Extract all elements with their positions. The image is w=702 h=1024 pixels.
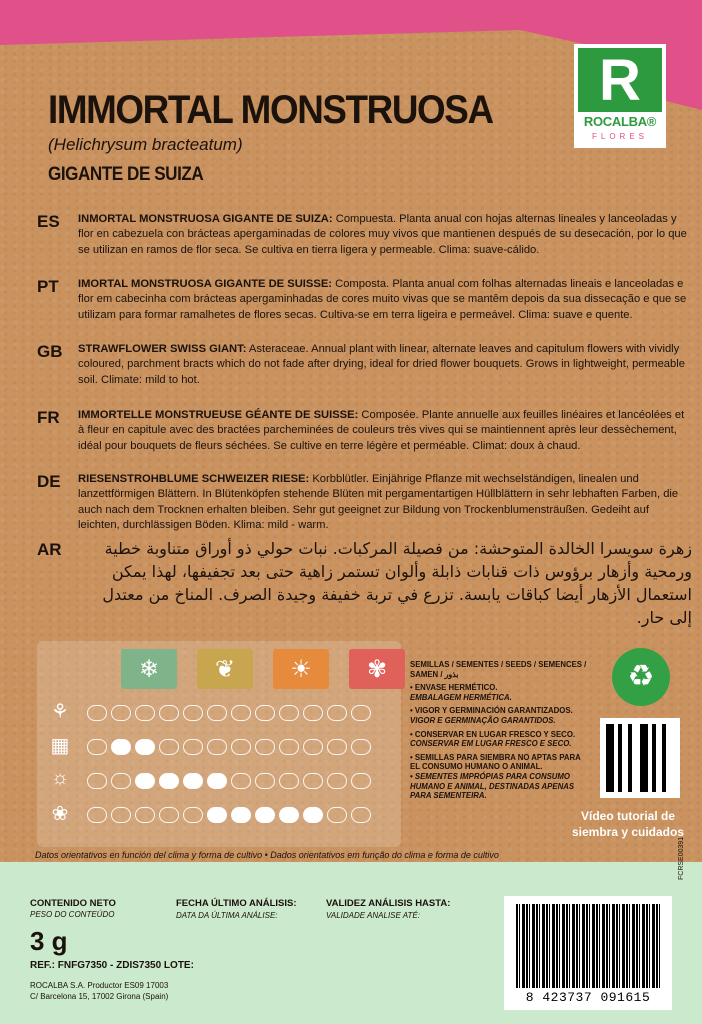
month-dot bbox=[111, 807, 131, 823]
lang-text: IMORTAL MONSTRUOSA GIGANTE DE SUISSE: Composta. Planta anual com folhas alternadas lineais e lanceoladas e flor em cabecinha com brácteas apergaminhadas de cores muito vivas que se mantêm depois da sua dissecação e que se utilizam para formar ramalhetes de flores secas. Cultiva-se em terra ligeira e permeável. Clima: suave e quente. bbox=[78, 278, 687, 321]
month-dot bbox=[279, 739, 299, 755]
month-dot bbox=[303, 773, 323, 789]
lang-code: PT bbox=[37, 277, 59, 296]
month-dot bbox=[183, 739, 203, 755]
month-dots-row bbox=[87, 773, 371, 789]
net-content-sub: PESO DO CONTEÚDO bbox=[30, 910, 115, 919]
month-dot bbox=[87, 705, 107, 721]
seed-info-item: • ENVASE HERMÉTICO. EMBALAGEM HERMÉTICA. bbox=[410, 683, 512, 702]
rocalba-logo bbox=[574, 44, 666, 148]
lang-code: DE bbox=[37, 472, 61, 491]
seedbed-icon: ▦ bbox=[50, 735, 70, 757]
validity-sub: VALIDADE ANALISE ATÉ: bbox=[326, 911, 420, 920]
month-dot bbox=[159, 807, 179, 823]
month-dot bbox=[183, 773, 203, 789]
maple-leaf-icon: ✾ bbox=[349, 649, 405, 689]
month-dot bbox=[231, 773, 251, 789]
month-dot bbox=[279, 773, 299, 789]
sun-watering-icon: ☼ bbox=[50, 767, 70, 789]
vertical-code: FCRSE00391 bbox=[678, 836, 685, 880]
month-dot bbox=[327, 807, 347, 823]
snowflake-icon: ❄ bbox=[121, 649, 177, 689]
seed-info-item: • VIGOR Y GERMINACIÓN GARANTIZADOS. VIGOR E GERMINAÇÃO GARANTIDOS. bbox=[410, 706, 573, 725]
seed-info-item: • SEMILLAS PARA SIEMBRA NO APTAS PARA EL CONSUMO HUMANO O ANIMAL. • SEMENTES IMPRÓPIAS PARA CONSUMO HUMANO E ANIMAL, DESTINADAS APENAS PARA SEMENTEIRA. bbox=[410, 752, 581, 801]
leaf-icon: ❦ bbox=[197, 649, 253, 689]
lang-text: INMORTAL MONSTRUOSA GIGANTE DE SUIZA: Compuesta. Planta anual con hojas alternas lineales y lanceoladas y flor en cabezuela con brácteas apergaminadas de colores muy vivos que mantienen después de su desecación, por lo que se utilizan en ramos de flor seca. Se cultiva en tierra ligera y permeable. Clima: suave-cálido. bbox=[78, 213, 687, 256]
month-dot bbox=[327, 773, 347, 789]
month-dot bbox=[303, 739, 323, 755]
month-dot bbox=[231, 705, 251, 721]
harvest-icon: ❀ bbox=[51, 803, 69, 825]
lang-text: IMMORTELLE MONSTRUEUSE GÉANTE DE SUISSE: Composée. Plante annuelle aux feuilles linéaires et lancéolées et à fleur en capitule avec des bractées parcheminées de couleurs très vives qui se maintiennent après leur dessèchement, idéal pour bouquets de fleurs séchées. Se cultive en terre légère et perméable. Climat: doux à chaud. bbox=[78, 409, 685, 452]
month-dot bbox=[159, 705, 179, 721]
bottom-panel bbox=[0, 862, 702, 1024]
latin-name: (Helichrysum bracteatum) bbox=[48, 135, 243, 154]
month-dot bbox=[231, 807, 251, 823]
qr-code[interactable] bbox=[600, 718, 680, 798]
month-dot bbox=[135, 705, 155, 721]
green-dot-recycling-icon: ♻ bbox=[612, 648, 670, 706]
month-dot bbox=[207, 739, 227, 755]
month-dot bbox=[111, 773, 131, 789]
month-dot bbox=[135, 773, 155, 789]
analysis-date-sub: DATA DA ÚLTIMA ANÁLISE: bbox=[176, 911, 278, 920]
arabic-text: زهرة سويسرا الخالدة المتوحشة: من فصيلة المركبات. نبات حولي ذو أوراق متناوبة خطية ورمحية وأزهار برؤوس ذات قنابات ذابلة وألوان تستمر زاهية حتى بعد تجفيفها، لهذا يمكن استعمال الأزهار أيضا كباقات يابسة. تزرع في تربة خفيفة وجيدة الصرف. المناخ من معتدل إلى حار. bbox=[102, 539, 692, 627]
validity-label: VALIDEZ ANÁLISIS HASTA: bbox=[326, 898, 451, 909]
video-tutorial-label[interactable]: Vídeo tutorial de siembra y cuidados bbox=[571, 809, 685, 839]
month-dot bbox=[183, 807, 203, 823]
seed-info-title: SEMILLAS / SEMENTES / SEEDS / SEMENCES / SAMEN / بذور bbox=[410, 660, 587, 679]
seed-pack-icon: ⚘ bbox=[51, 701, 69, 723]
month-dot bbox=[351, 705, 371, 721]
reference-lot: REF.: FNFG7350 - ZDIS7350 LOTE: bbox=[30, 960, 194, 971]
month-dot bbox=[255, 773, 275, 789]
month-dot bbox=[183, 705, 203, 721]
logo-letter: R bbox=[578, 48, 662, 112]
net-content-label: CONTENIDO NETO bbox=[30, 898, 116, 909]
month-dot bbox=[159, 773, 179, 789]
month-dot bbox=[87, 773, 107, 789]
month-dot bbox=[279, 807, 299, 823]
lang-code: ES bbox=[37, 212, 60, 231]
barcode-number: 8 423737 091615 bbox=[525, 990, 651, 1005]
month-dots-row bbox=[87, 739, 371, 755]
month-dot bbox=[351, 739, 371, 755]
month-dot bbox=[255, 705, 275, 721]
footnote: Datos orientativos en función del clima y forma de cultivo • Dados orientativos em função do clima e forma de cultivo bbox=[35, 850, 499, 860]
month-dots-row bbox=[87, 807, 371, 823]
month-dot bbox=[255, 807, 275, 823]
month-dot bbox=[111, 739, 131, 755]
logo-brand: ROCALBA® bbox=[583, 114, 657, 129]
month-dot bbox=[279, 705, 299, 721]
month-dot bbox=[351, 773, 371, 789]
month-dot bbox=[135, 739, 155, 755]
month-dot bbox=[111, 705, 131, 721]
month-dot bbox=[255, 739, 275, 755]
month-dot bbox=[351, 807, 371, 823]
month-dot bbox=[207, 705, 227, 721]
month-dot bbox=[207, 773, 227, 789]
month-dot bbox=[159, 739, 179, 755]
seed-info bbox=[410, 660, 590, 801]
variety-name: GIGANTE DE SUIZA bbox=[48, 164, 204, 185]
lang-code: FR bbox=[37, 408, 60, 427]
lang-text: RIESENSTROHBLUME SCHWEIZER RIESE: Korbblütler. Einjährige Pflanze mit wechselständigen, linealen und lanzettförmigen Blättern. In Blütenköpfen stehende Blüten mit pergamentartigen Hüllblättern in sehr lebhaften Farben, die auch nach dem Trocknen erhalten bleiben. Sehr gut geeignet zur Bildung von Trockenblumensträußen. Gedeiht auf leichten, durchlässigen Böden. Klima: mild - warm. bbox=[78, 473, 679, 532]
month-dot bbox=[135, 807, 155, 823]
analysis-date-label: FECHA ÚLTIMO ANÁLISIS: bbox=[176, 898, 297, 909]
month-dot bbox=[87, 739, 107, 755]
product-title: IMMORTAL MONSTRUOSA bbox=[48, 88, 493, 132]
logo-subtitle: FLORES bbox=[591, 132, 648, 141]
month-dot bbox=[327, 705, 347, 721]
net-weight: 3 g bbox=[30, 926, 68, 956]
lang-code: GB bbox=[37, 342, 63, 361]
month-dot bbox=[207, 807, 227, 823]
month-dot bbox=[231, 739, 251, 755]
seed-info-item: • CONSERVAR EN LUGAR FRESCO Y SECO. CONSERVAR EM LUGAR FRESCO E SECO. bbox=[410, 729, 576, 749]
barcode-bars bbox=[516, 904, 660, 988]
barcode bbox=[504, 896, 672, 1010]
sun-icon: ☀ bbox=[273, 649, 329, 689]
month-dot bbox=[303, 705, 323, 721]
month-dot bbox=[303, 807, 323, 823]
company-address: ROCALBA S.A. Productor ES09 17003 C/ Barcelona 15, 17002 Girona (Spain) bbox=[30, 981, 169, 1001]
month-dot bbox=[87, 807, 107, 823]
sowing-calendar bbox=[37, 641, 401, 847]
lang-code: AR bbox=[37, 540, 62, 559]
month-dot bbox=[327, 739, 347, 755]
month-dots-row bbox=[87, 705, 371, 721]
lang-text: STRAWFLOWER SWISS GIANT: Asteraceae. Annual plant with linear, alternate leaves and capitulum flowers with vividly coloured, parchment bracts which do not fade after drying, ideal for dried flower bouquets. Grows in lightweight, permeable soil. Climate: mild to hot. bbox=[78, 343, 685, 386]
